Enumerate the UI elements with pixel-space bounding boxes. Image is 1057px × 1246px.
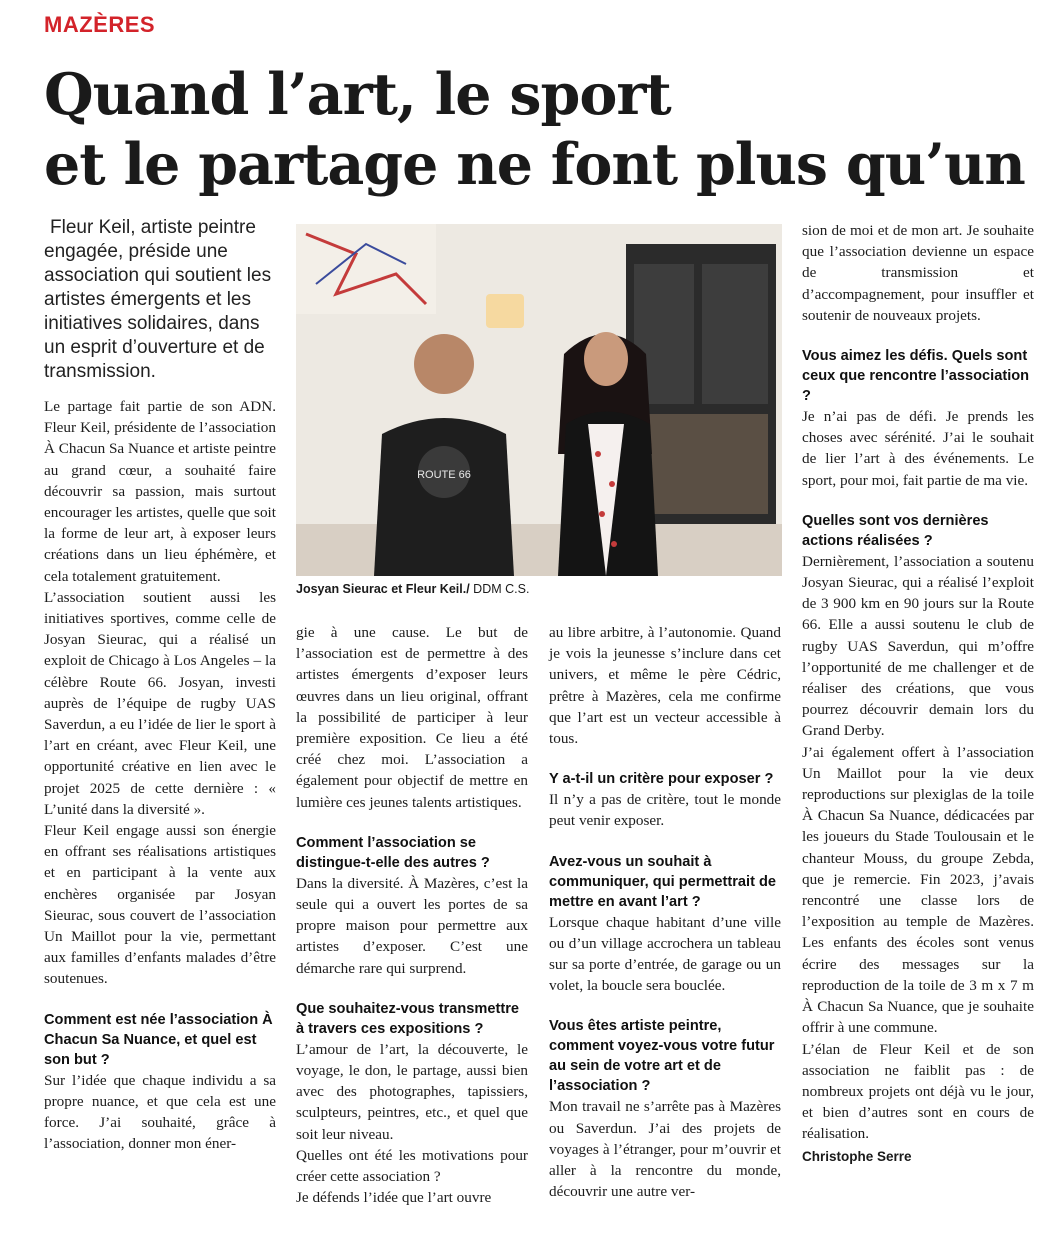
answer-paragraph: L’amour de l’art, la découverte, le voyage, le don, le partage, aussi bien avec des photographes, tapissiers, sculpteurs, peintres, etc., et quel que soit leur niveau. [296,1040,528,1143]
question-heading: Comment l’association se distingue-t-elle des autres ? [296,834,490,871]
question-heading: Quelles sont vos dernières actions réalisées ? [802,512,989,549]
photo-illustration [296,224,782,576]
question-heading: Y a-t-il un critère pour exposer ? [549,771,774,788]
answer-paragraph: au libre arbitre, à l’autonomie. Quand je vois la jeunesse s’inclure dans cet univers, et même le père Cédric, prêtre à Mazères, cela me confirme que l’art est un vecteur accessible à tous. [549,624,781,748]
column-1 [44,216,276,1155]
question-heading: Vous êtes artiste peintre, comment voyez-vous votre futur au sein de votre art et de l’association ? [549,1018,775,1095]
column-3 [549,622,781,1202]
section-kicker: MAZÈRES [44,12,156,37]
body-paragraph: L’association soutient aussi les initiatives sportives, comme celle de Josyan Sieurac, qui a réalisé un exploit de Chicago à Los Angeles – la célèbre Route 66. Josyan, investi auprès de l’équipe de rugby UAS Saverdun, a eu l’idée de lier le sport à l’art en créant, avec Fleur Keil, une opportunité créative en lien avec le projet 2025 de cette dernière : « L’unité dans la diversité ». [44,588,276,818]
author-signature: Christophe Serre [802,1148,912,1164]
headline-line-1: Quand l’art, le sport [44,61,671,128]
column-4 [802,220,1034,1164]
body-paragraph: Fleur Keil engage aussi son énergie en offrant ses réalisations artistiques et en participant à la vente aux enchères organisée par Josyan Sieurac, sous couvert de l’association Un Maillot pour la vie, permettant aux familles d’enfants malades d’être soutenues. [44,822,276,988]
answer-paragraph: Dernièrement, l’association a soutenu Josyan Sieurac, qui a réalisé l’exploit de 3 900 km en 90 jours sur la Route 66. Elle a aussi soutenu le club de rugby UAS Saverdun, qui m’offre l’opportunité de me challenger et de réaliser des créations, que vous pourrez découvrir demain lors du Grand Derby. [802,552,1034,740]
article-photo [296,224,782,576]
answer-paragraph: Je défends l’idée que l’art ouvre [296,1189,492,1207]
question-heading: Que souhaitez-vous transmettre à travers ces expositions ? [296,1000,520,1037]
answer-paragraph: sion de moi et de mon art. Je souhaite que l’association devienne un espace de transmission et d’accompagnement, pour insuffler et soutenir de nouveaux projets. [802,222,1034,324]
tshirt-print: ROUTE 66 [417,469,471,481]
answer-paragraph: Il n’y a pas de critère, tout le monde peut venir exposer. [549,791,781,830]
column-2 [296,622,528,1208]
article-headline [44,60,1044,200]
question-heading: Vous aimez les défis. Quels sont ceux que rencontre l’association ? [802,348,1030,405]
body-paragraph: Le partage fait partie de son ADN. Fleur Keil, présidente de l’association À Chacun Sa Nuance et artiste peintre au grand cœur, a souhaité faire découvrir sa passion, mais surtout encourager les artistes, quelle que soit la forme de leur art, à exposer leurs créations dans un lieu éphémère, et cela totalement gratuitement. [44,398,276,585]
question-heading: Avez-vous un souhait à communiquer, qui permettrait de mettre en avant l’art ? [549,853,777,910]
caption-names: Josyan Sieurac et Fleur Keil./ [296,582,470,596]
answer-paragraph: gie à une cause. Le but de l’association est de permettre à des artistes émergents d’exposer leurs œuvres dans un lieu original, offrant la possibilité de participer à leur première exposition. Ce lieu a été créé chez moi. L’association a également pour objectif de mettre en lumière ces jeunes talents artistiques. [296,624,528,811]
answer-paragraph: Je n’ai pas de défi. Je prends les choses avec sérénité. J’ai le souhait de lier l’art à des événements. Le sport, pour moi, fait partie de ma vie. [802,408,1034,489]
answer-paragraph: Sur l’idée que chaque individu a sa propre nuance, et que cela est une force. J’ai souhaité, grâce à l’association, donner mon éner- [44,1071,276,1153]
article-lead: Fleur Keil, artiste peintre engagée, préside une association qui soutient les artistes émergents et les initiatives solidaires, dans un esprit d’ouverture et de transmission. [44,217,272,382]
answer-paragraph: J’ai également offert à l’association Un Maillot pour la vie deux reproductions sur plexiglas de la toile À Chacun Sa Nuance, dédicacées par les joueurs du Stade Toulousain et le chanteur Mouss, du groupe Zebda, que je remercie. Fin 2023, j’avais rencontré une classe lors de l’exposition au temple de Mazères. Les enfants des écoles sont venus écrire des messages sur la reproduction de la toile de 3 m x 7 m À Chacun Sa Nuance, que je souhaite offrir à une commune. [802,743,1034,1037]
photo-caption [296,582,782,596]
headline-line-2: et le partage ne font plus qu’un [44,131,1025,198]
question-heading: Comment est née l’association À Chacun Sa Nuance, et quel est son but ? [44,1011,273,1068]
closing-paragraph: L’élan de Fleur Keil et de son association ne faiblit pas : de nombreux projets ont déjà vu le jour, et bien d’autres sont en cours de réalisation. [802,1040,1034,1143]
answer-paragraph: Quelles ont été les motivations pour créer cette association ? [296,1146,528,1186]
answer-paragraph: Lorsque chaque habitant d’une ville ou d’un village accrochera un tableau sur sa porte d’entrée, de garage ou un volet, la boucle sera bouclée. [549,913,781,995]
answer-paragraph: Dans la diversité. À Mazères, c’est la seule qui a ouvert les portes de sa propre maison pour permettre aux artistes d’exposer. C’est une démarche rare qui surprend. [296,874,528,977]
answer-paragraph: Mon travail ne s’arrête pas à Mazères ou Saverdun. J’ai des projets de voyages à l’étranger, pour m’ouvrir et aller à la rencontre du monde, découvrir une autre ver- [549,1098,781,1201]
caption-credit: DDM C.S. [469,582,530,596]
